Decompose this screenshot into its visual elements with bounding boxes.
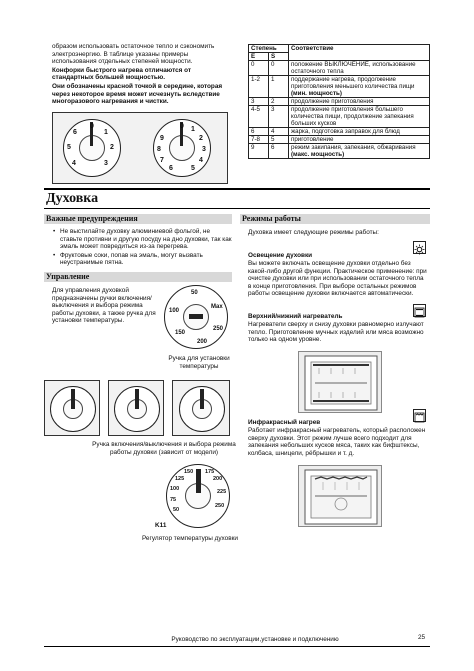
intro-red-dot: Они обозначены красной точкой в середине, которая через некоторое время может исчезнуть вследствие многоразового нагревания и чистки.	[52, 82, 223, 106]
table-cell-s: 4	[269, 128, 289, 136]
table-row	[249, 128, 430, 136]
dial-number: 250	[213, 326, 224, 332]
table-cell-e: 7-8	[249, 136, 269, 144]
table-cell-text: продолжение приготовления	[289, 98, 430, 106]
modes-intro: Духовка имеет следующие режимы работы:	[248, 229, 379, 236]
intro-text	[52, 43, 230, 107]
table-cell-text	[289, 144, 430, 159]
dial-number: 5	[67, 144, 71, 151]
hob-dials-figure	[52, 112, 228, 184]
table-header-meaning: Соответствие	[289, 45, 430, 61]
dial-number: 5	[191, 165, 195, 172]
temperature-knob-figure	[160, 283, 232, 351]
table-cell-text: продолжение приготовления большего количества пищи, продолжение запекания больших кусков	[289, 106, 430, 128]
table-cell-text-main: поддержание нагрева, продолжение приготовления меньшего количества пищи	[291, 76, 415, 90]
regulator-knob	[166, 464, 230, 528]
table-subheader-e: Е	[249, 53, 269, 61]
control-heading: Управление	[44, 272, 232, 282]
mode-text-infrared: Работает инфракрасный нагреватель, который расположен сверху духовки. Этот режим лучше всего подходит для запекания небольших кусков мяса, таких как бифштексы, колбаса, шницели, рёбрышки и т. д.	[248, 427, 426, 457]
table-cell-text-main: режим закипания, запекания, обжаривания	[291, 144, 416, 151]
mode-knobs-caption: Ручка включения/выключения и выбора режима работы духовки (зависит от модели)	[92, 441, 236, 456]
table-cell-e: 0	[249, 61, 269, 76]
table-row	[249, 61, 430, 76]
dial-number: 6	[169, 165, 173, 172]
dial-number: 225	[217, 489, 227, 495]
mode-knob-figure-3	[172, 380, 230, 436]
mode-text-top-bottom: Нагреватели сверху и снизу духовки равномерно излучают тепло. Приготовление мучных изделий или мяса возможно только на одном уровне.	[248, 321, 424, 344]
dial-number: 200	[213, 476, 223, 482]
mode-title-top-bottom: Верхний/нижний нагреватель	[248, 313, 343, 320]
hob-dial-right	[153, 119, 211, 177]
table-header-level: Степень	[249, 45, 289, 53]
regulator-label: K11	[155, 522, 167, 529]
regulator-caption: Регулятор температуры духовки	[141, 535, 238, 542]
dial-number: 175	[205, 469, 215, 475]
table-row	[249, 98, 430, 106]
intro-fast-burners: Конфорки быстрого нагрева отличаются от стандартных большей мощностью.	[52, 66, 192, 82]
warnings-list	[52, 228, 232, 268]
table-cell-e: 1-2	[249, 76, 269, 98]
dial-pointer	[189, 314, 203, 319]
table-cell-text: приготовление	[289, 136, 430, 144]
dial-number: 2	[199, 135, 203, 142]
table-cell-text-bold: (макс. мощность)	[291, 151, 345, 158]
dial-pointer	[71, 389, 75, 409]
intro-paragraph: образом использовать остаточное тепло и сэкономить электроэнергию. В таблице указаны примеры использования отдельных степеней мощности.	[52, 43, 215, 66]
dial-number: 1	[104, 129, 108, 136]
dial-number: 150	[175, 330, 186, 336]
dial-number: 7	[160, 157, 164, 164]
top-bottom-heater-icon	[413, 304, 426, 317]
table-row	[249, 144, 430, 159]
temperature-knob	[164, 285, 228, 349]
dial-number: 0	[180, 123, 184, 130]
table-row	[249, 136, 430, 144]
section-title: Духовка	[46, 191, 99, 206]
footer-text: Руководство по эксплуатации,установке и подключению	[171, 636, 339, 643]
lamp-icon	[413, 241, 426, 254]
table-row	[249, 76, 430, 98]
dial-pointer	[196, 469, 201, 493]
table-cell-s: 3	[269, 106, 289, 128]
dial-number: 4	[72, 160, 76, 167]
dial-number: 200	[197, 339, 208, 345]
dial-number: 9	[160, 135, 164, 142]
table-cell-e: 6	[249, 128, 269, 136]
dial-number: 100	[169, 308, 180, 314]
dial-number: 250	[215, 503, 225, 509]
dial-number: 3	[202, 146, 206, 153]
mode-knob	[114, 386, 160, 432]
table-cell-s: 6	[269, 144, 289, 159]
table-cell-text: жарка, подготовка заправок для блюд	[289, 128, 430, 136]
table-cell-text	[289, 76, 430, 98]
infrared-grill-icon	[413, 409, 426, 422]
table-subheader-s: S	[269, 53, 289, 61]
dial-number: 3	[104, 160, 108, 167]
table-cell-s: 0	[269, 61, 289, 76]
dial-number: 2	[110, 144, 114, 151]
table-cell-e: 4-5	[249, 106, 269, 128]
dial-number: 50	[173, 507, 180, 513]
dial-number: 100	[170, 486, 180, 492]
dial-number: 150	[184, 469, 194, 475]
section-rule	[44, 208, 430, 209]
hob-dial-left	[63, 119, 121, 177]
mode-knob-figure-2	[108, 380, 164, 436]
dial-number: 8	[157, 146, 161, 153]
mode-text-light: Вы можете включать освещение духовки отдельно без какой-либо другой функции. Практическое применение: при очистке духовки или при использовании остаточного тепла в конце приготовления. При выборе остальных режимов работы освещение духовки включается автоматически.	[248, 260, 427, 298]
table-cell-text-bold: (мин. мощность)	[291, 90, 342, 97]
mode-knob	[50, 386, 96, 432]
dial-number: 1	[191, 126, 195, 133]
table-row	[249, 106, 430, 128]
power-levels-table	[248, 44, 430, 159]
regulator-figure	[164, 462, 232, 530]
list-item: • Не выстилайте духовку алюминиевой фольгой, не ставьте противни и другую посуду на дно духовки, так как эмаль может повредиться из-за перегрева.	[52, 228, 232, 251]
dial-pointer	[135, 389, 139, 409]
mode-knob	[179, 386, 225, 432]
table-cell-s: 5	[269, 136, 289, 144]
dial-number: 4	[199, 157, 203, 164]
table-cell-s: 1	[269, 76, 289, 98]
dial-number: 125	[175, 476, 185, 482]
dial-pointer	[200, 389, 204, 409]
table-cell-text: положение ВЫКЛЮЧЕНИЕ, использование остаточного тепла	[289, 61, 430, 76]
mode-knob-figure-1	[44, 380, 100, 436]
dial-number: 6	[73, 129, 77, 136]
mode-title-infrared: Инфракрасный нагрев	[248, 419, 321, 426]
warnings-heading: Важные предупреждения	[44, 214, 232, 224]
dial-number: 0	[90, 123, 94, 130]
dial-number: 75	[170, 497, 177, 503]
temperature-knob-caption: Ручка для установки температуры	[168, 355, 230, 370]
dial-number: Max	[211, 304, 223, 310]
page-number: 25	[418, 634, 426, 641]
list-item: • Фруктовые соки, попав на эмаль, могут вызвать неустранимые пятна.	[52, 252, 232, 267]
section-rule	[44, 188, 430, 190]
table-cell-e: 3	[249, 98, 269, 106]
footer-rule	[44, 646, 430, 647]
modes-heading: Режимы работы	[240, 214, 430, 224]
table-cell-e: 9	[249, 144, 269, 159]
oven-infrared-illustration	[298, 465, 382, 527]
table-cell-s: 2	[269, 98, 289, 106]
dial-number: 50	[191, 290, 198, 296]
control-text: Для управления духовкой предназначены ручки включения/выключения и выбора режима работы духовки, а также ручка для установки температуры.	[52, 287, 156, 325]
mode-title-light: Освещение духовки	[248, 252, 313, 259]
oven-top-bottom-illustration	[298, 351, 382, 413]
